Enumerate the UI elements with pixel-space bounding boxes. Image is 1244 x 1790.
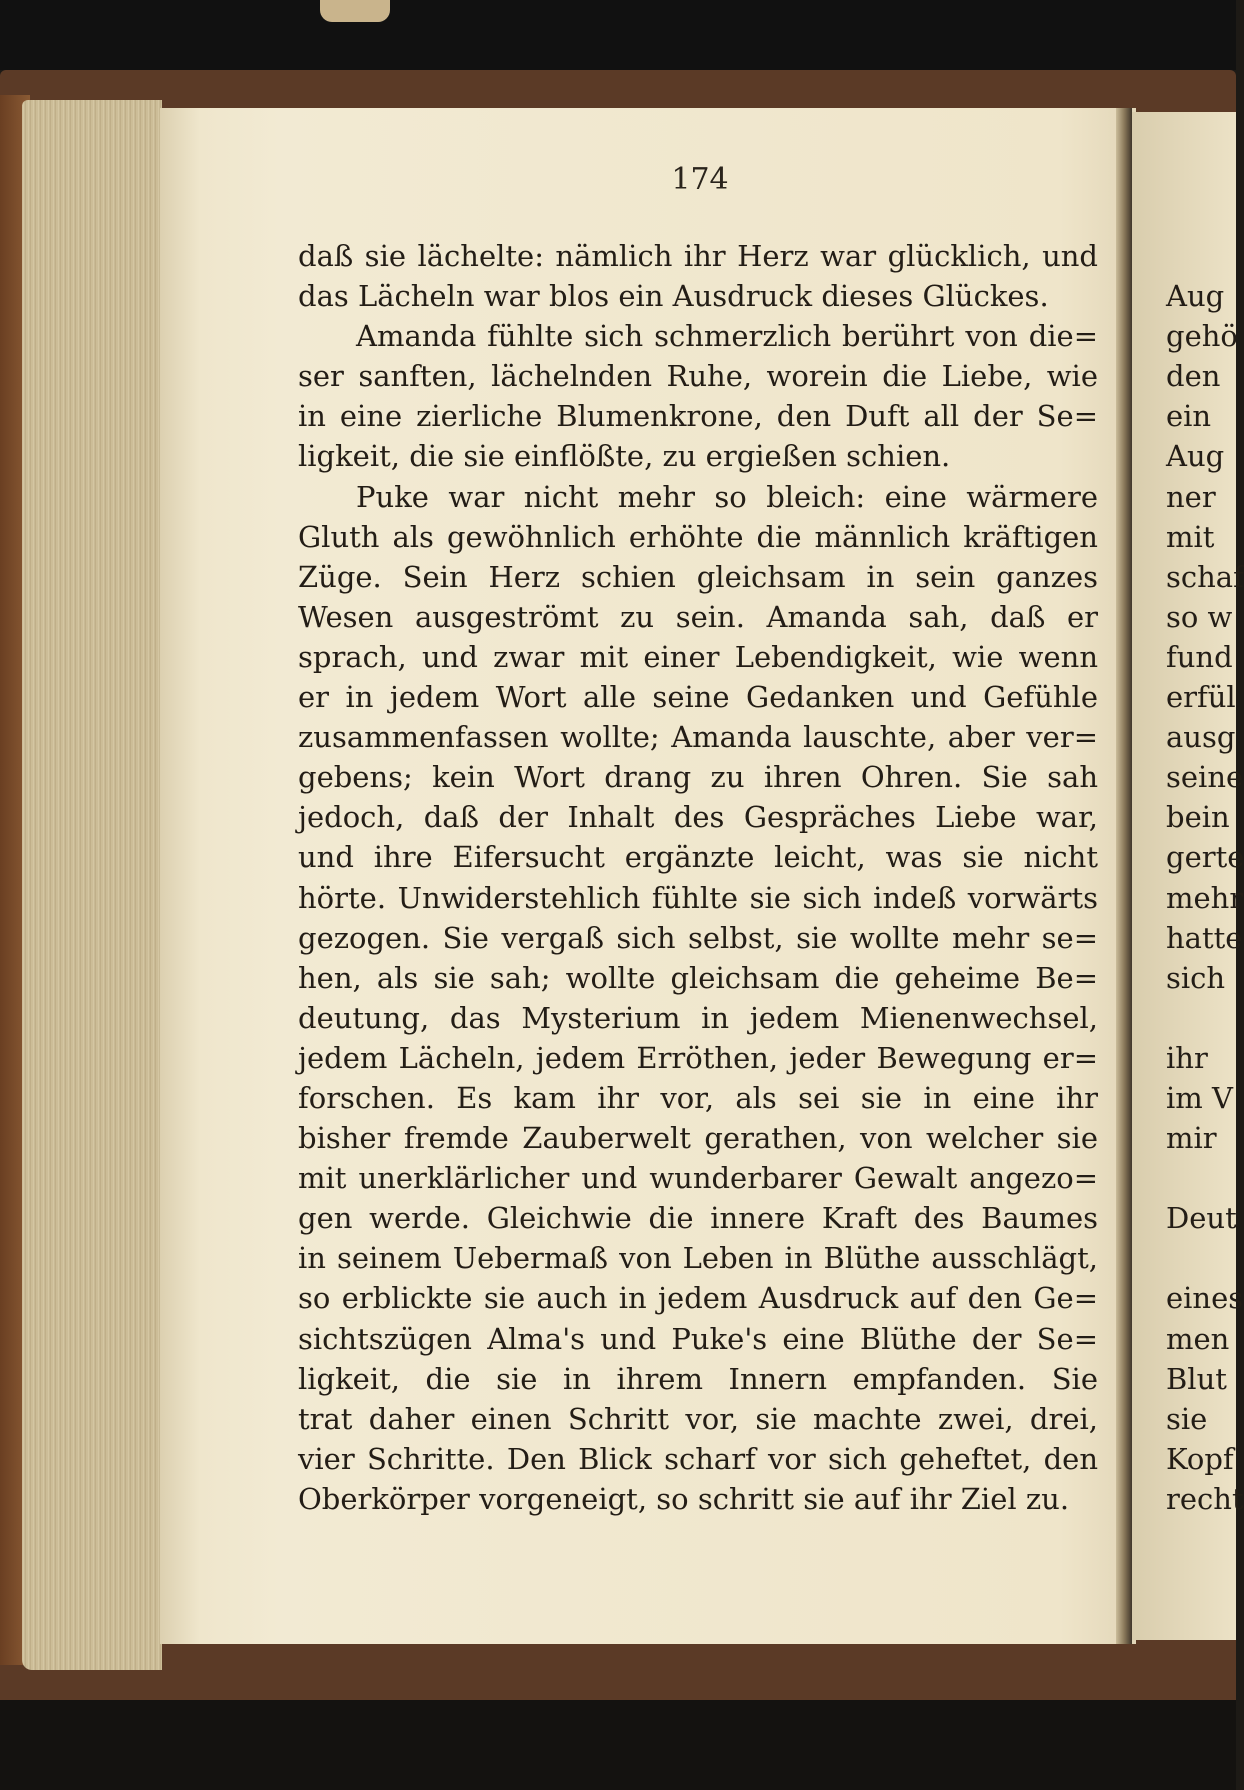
text-line: zusammenfassen wollte; Amanda lauschte, aber ver= xyxy=(298,720,1098,755)
text-line: trat daher einen Schritt vor, sie machte zwei, drei, xyxy=(298,1401,1098,1436)
fragment-line: gerte xyxy=(1166,840,1244,875)
fragment-line: ausg xyxy=(1166,720,1236,755)
page-body-text xyxy=(298,236,1098,1519)
fragment-line xyxy=(1166,1238,1236,1278)
fragment-line: eines xyxy=(1166,1281,1244,1316)
text-line: Gluth als gewöhnlich erhöhte die männlich kräftigen xyxy=(298,519,1098,554)
fragment-line: im V xyxy=(1166,1080,1233,1115)
fragment-line: men xyxy=(1166,1321,1230,1356)
book-gutter xyxy=(1116,108,1132,1644)
fragment-line: ner xyxy=(1166,479,1216,514)
text-line: gen werde. Gleichwie die innere Kraft des Baumes xyxy=(298,1201,1098,1236)
text-line: jedoch, daß der Inhalt des Gespräches Liebe war, xyxy=(298,800,1098,835)
fragment-line: Blut xyxy=(1166,1361,1227,1396)
fragment-line xyxy=(1166,1158,1236,1198)
fragment-line: so w xyxy=(1166,599,1233,634)
fragment-line: mit xyxy=(1166,519,1215,554)
text-line: Oberkörper vorgeneigt, so schritt sie auf ihr Ziel zu. xyxy=(298,1481,1070,1516)
text-line: vier Schritte. Den Blick scharf vor sich geheftet, den xyxy=(298,1441,1098,1476)
text-line: in seinem Uebermaß von Leben in Blüthe ausschlägt, xyxy=(298,1241,1098,1276)
text-line: gezogen. Sie vergaß sich selbst, sie wollte mehr se= xyxy=(298,920,1098,955)
fragment-line: ihr xyxy=(1166,1040,1208,1075)
text-line: so erblickte sie auch in jedem Ausdruck auf den Ge= xyxy=(298,1281,1098,1316)
text-line: ligkeit, die sie in ihrem Innern empfanden. Sie xyxy=(298,1361,1098,1396)
fragment-line: Aug xyxy=(1166,279,1225,314)
text-line: hörte. Unwiderstehlich fühlte sie sich indeß vorwärts xyxy=(298,880,1098,915)
text-line: gebens; kein Wort drang zu ihren Ohren. Sie sah xyxy=(298,760,1098,795)
text-line: sichtszügen Alma's und Puke's eine Blüthe der Se= xyxy=(298,1321,1098,1356)
right-page-text-fragments xyxy=(1166,236,1244,1519)
text-line: und ihre Eifersucht ergänzte leicht, was sie nicht xyxy=(298,840,1098,875)
text-line: daß sie lächelte: nämlich ihr Herz war glücklich, und xyxy=(298,239,1098,273)
fragment-line: Deut xyxy=(1166,1201,1237,1236)
text-line: bisher fremde Zauberwelt gerathen, von welcher sie xyxy=(298,1121,1098,1156)
text-line: mit unerklärlicher und wunderbarer Gewalt angezo= xyxy=(298,1161,1098,1196)
fragment-line: gehö xyxy=(1166,319,1238,354)
fragment-line: mehr xyxy=(1166,880,1244,915)
background-bottom xyxy=(0,1700,1236,1790)
text-line: deutung, das Mysterium in jedem Mienenwechsel, xyxy=(298,1000,1098,1035)
text-line: ser sanften, lächelnden Ruhe, worein die Liebe, wie xyxy=(298,359,1098,394)
fragment-line: Kopf xyxy=(1166,1441,1234,1476)
fragment-line: erfül xyxy=(1166,680,1236,715)
fragment-line: schaf xyxy=(1166,559,1244,594)
text-line: Amanda fühlte sich schmerzlich berührt von die= xyxy=(356,319,1098,354)
fragment-line: ein xyxy=(1166,399,1212,434)
background-top xyxy=(0,0,1236,70)
text-line: hen, als sie sah; wollte gleichsam die geheime Be= xyxy=(298,960,1098,995)
fragment-line xyxy=(1166,998,1236,1038)
fragment-line xyxy=(1166,236,1236,276)
text-line: forschen. Es kam ihr vor, als sei sie in eine ihr xyxy=(298,1080,1098,1115)
text-line: Puke war nicht mehr so bleich: eine wärmere xyxy=(356,479,1098,514)
text-line: jedem Lächeln, jedem Erröthen, jeder Bewegung er= xyxy=(298,1040,1098,1075)
fragment-line: fund xyxy=(1166,639,1233,674)
fragment-line: seine xyxy=(1166,760,1244,795)
text-line: er in jedem Wort alle seine Gedanken und Gefühle xyxy=(298,680,1098,715)
fragment-line: Aug xyxy=(1166,439,1225,474)
fragment-line: bein xyxy=(1166,800,1230,835)
text-line: Züge. Sein Herz schien gleichsam in sein ganzes xyxy=(298,559,1098,594)
page-stack-edge xyxy=(22,100,162,1670)
fragment-line: sie xyxy=(1166,1401,1208,1436)
fragment-line: sich xyxy=(1166,960,1226,995)
bookmark-tab xyxy=(320,0,390,22)
text-line: in eine zierliche Blumenkrone, den Duft all der Se= xyxy=(298,399,1098,434)
fragment-line: mir xyxy=(1166,1121,1217,1156)
fragment-line: recht xyxy=(1166,1481,1244,1516)
text-line: Wesen ausgeströmt zu sein. Amanda sah, daß er xyxy=(298,599,1098,634)
fragment-line: hatte xyxy=(1166,920,1243,955)
text-line: sprach, und zwar mit einer Lebendigkeit, wie wenn xyxy=(298,639,1098,674)
text-line: das Lächeln war blos ein Ausdruck dieses Glückes. xyxy=(298,279,1049,314)
text-line: ligkeit, die sie einflößte, zu ergießen schien. xyxy=(298,439,951,474)
page-number: 174 xyxy=(671,162,729,197)
fragment-line: den xyxy=(1166,359,1221,394)
